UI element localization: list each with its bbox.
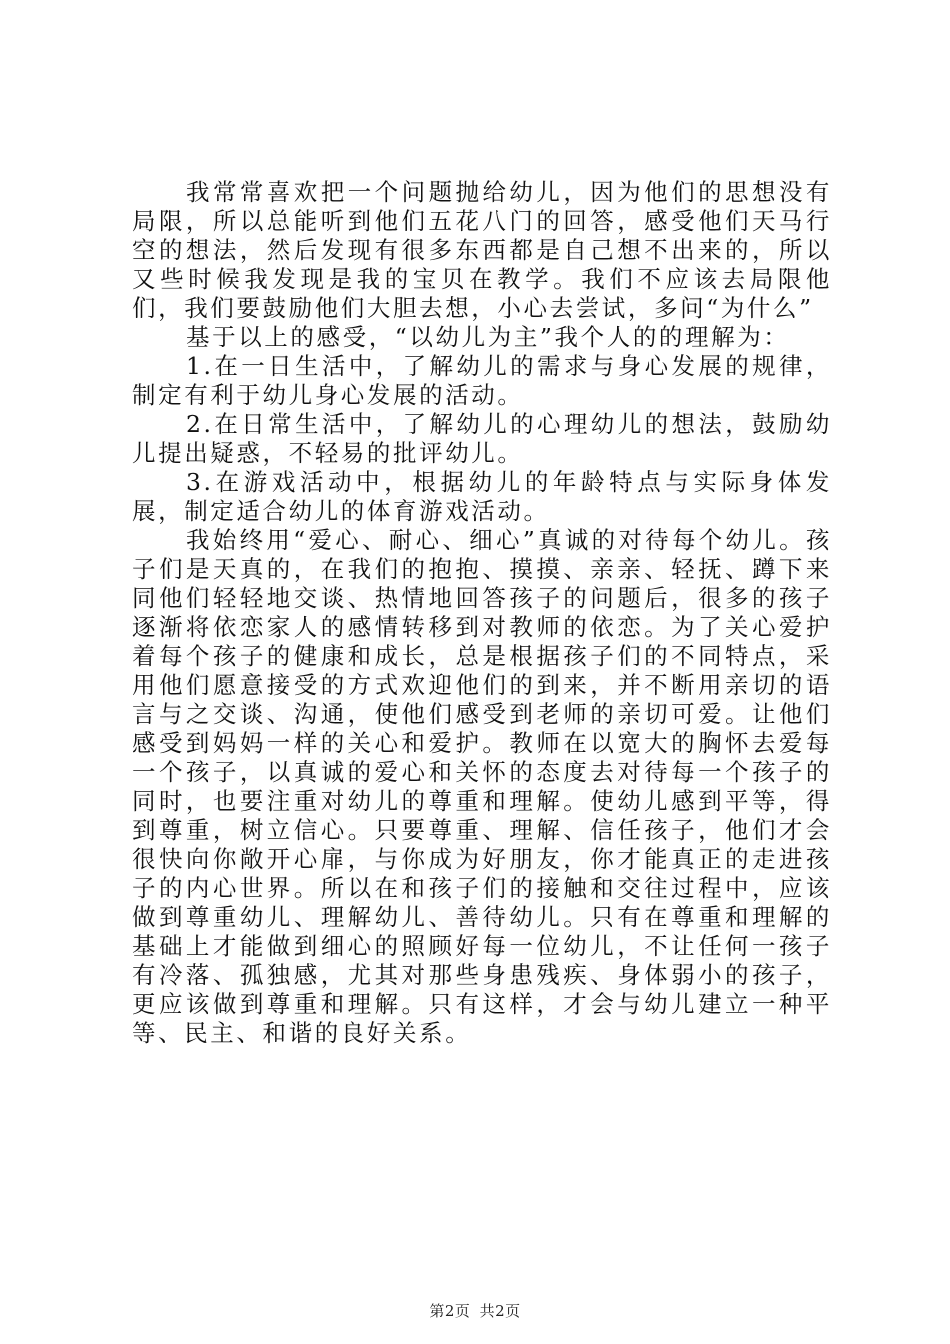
- list-item-1: 1.在一日生活中，了解幼儿的需求与身心发展的规律，制定有利于幼儿身心发展的活动。: [132, 352, 832, 409]
- list-item-2: 2.在日常生活中，了解幼儿的心理幼儿的想法，鼓励幼儿提出疑惑，不轻易的批评幼儿。: [132, 410, 832, 467]
- paragraph-main: 我始终用“爱心、耐心、细心”真诚的对待每个幼儿。孩子们是天真的，在我们的抱抱、摸摸、亲亲、轻抚、蹲下来同他们轻轻地交谈、热情地回答孩子的问题后，很多的孩子逐渐将依恋家人的感情转移到对教师的依恋。为了关心爱护着每个孩子的健康和成长，总是根据孩子们的不同特点，采用他们愿意接受的方式欢迎他们的到来，并不断用亲切的语言与之交谈、沟通，使他们感受到老师的亲切可爱。让他们感受到妈妈一样的关心和爱护。教师在以宽大的胸怀去爱每一个孩子，以真诚的爱心和关怀的态度去对待每一个孩子的同时，也要注重对幼儿的尊重和理解。使幼儿感到平等，得到尊重，树立信心。只要尊重、理解、信任孩子，他们才会很快向你敞开心扉，与你成为好朋友，你才能真正的走进孩子的内心世界。所以在和孩子们的接触和交往过程中，应该做到尊重幼儿、理解幼儿、善待幼儿。只有在尊重和理解的基础上才能做到细心的照顾好每一位幼儿，不让任何一孩子有冷落、孤独感，尤其对那些身患残疾、身体弱小的孩子，更应该做到尊重和理解。只有这样，才会与幼儿建立一种平等、民主、和谐的良好关系。: [132, 526, 832, 1047]
- paragraph-intro: 我常常喜欢把一个问题抛给幼儿，因为他们的思想没有局限，所以总能听到他们五花八门的回答，感受他们天马行空的想法，然后发现有很多东西都是自己想不出来的，所以又些时候我发现是我的宝贝在教学。我们不应该去局限他们，我们要鼓励他们大胆去想，小心去尝试，多问“为什么”: [132, 178, 832, 322]
- list-item-3: 3.在游戏活动中，根据幼儿的年龄特点与实际身体发展，制定适合幼儿的体育游戏活动。: [132, 468, 832, 525]
- paragraph-understanding-heading: 基于以上的感受，“以幼儿为主”我个人的的理解为：: [186, 323, 790, 351]
- page-footer: [0, 1300, 950, 1321]
- document-body: [132, 178, 832, 1048]
- page-total: 共2页: [479, 1302, 521, 1320]
- page-number: 第2页: [429, 1302, 471, 1320]
